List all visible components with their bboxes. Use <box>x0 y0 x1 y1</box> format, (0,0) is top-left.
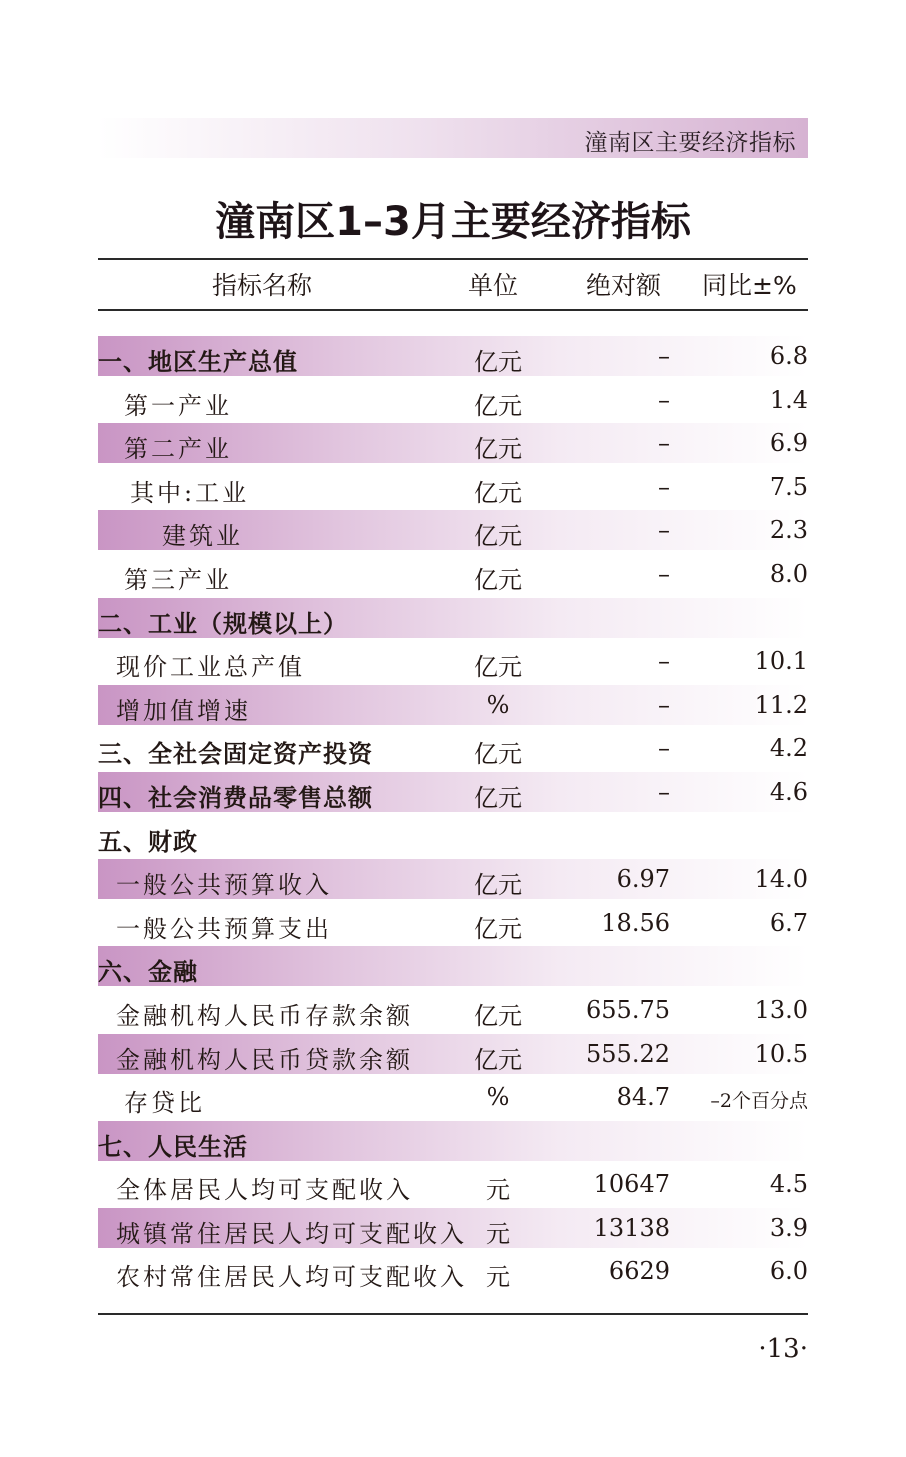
indicator-name: 全体居民人均可支配收入 <box>116 1176 413 1205</box>
indicator-absolute-value: – <box>658 647 670 676</box>
indicator-unit: 亿元 <box>474 871 522 900</box>
header-bottom-rule <box>98 309 808 311</box>
indicator-absolute-value: 84.7 <box>616 1083 670 1112</box>
indicator-name: 农村常住居民人均可支配收入 <box>116 1263 467 1292</box>
table-row <box>98 859 808 899</box>
indicator-unit: 元 <box>486 1176 510 1205</box>
indicator-unit: 亿元 <box>474 783 522 812</box>
indicator-name: 二、工业（规模以上） <box>98 609 348 638</box>
indicator-name: 四、社会消费品零售总额 <box>98 783 373 812</box>
indicator-yoy-change: 4.6 <box>769 777 808 806</box>
table-row <box>98 1121 808 1161</box>
table-row <box>98 554 808 598</box>
indicator-absolute-value: 6.97 <box>616 865 670 894</box>
indicator-unit: 亿元 <box>474 740 522 769</box>
indicator-yoy-change: 13.0 <box>754 995 808 1024</box>
running-header-band <box>98 118 808 158</box>
indicator-unit: 亿元 <box>474 1001 522 1030</box>
table-bottom-rule <box>98 1313 808 1315</box>
table-row <box>98 728 808 772</box>
table-row <box>98 467 808 511</box>
indicator-yoy-change: 6.8 <box>769 342 808 370</box>
indicator-unit: 亿元 <box>474 522 522 551</box>
table-row <box>98 990 808 1034</box>
column-header-abs: 绝对额 <box>586 271 662 300</box>
indicator-absolute-value: – <box>658 559 670 588</box>
table-row <box>98 685 808 725</box>
indicator-absolute-value: – <box>658 690 670 719</box>
indicator-yoy-change: 11.2 <box>754 690 808 719</box>
indicator-name: 一般公共预算支出 <box>116 914 332 943</box>
indicator-unit: 元 <box>486 1263 510 1292</box>
indicator-absolute-value: 6629 <box>608 1257 670 1286</box>
indicator-name: 七、人民生活 <box>98 1132 248 1161</box>
indicator-name: 存贷比 <box>124 1089 205 1118</box>
table-row <box>98 1077 808 1121</box>
indicator-unit: 亿元 <box>474 478 522 507</box>
column-header-yoy: 同比±% <box>702 271 797 300</box>
indicator-absolute-value: 13138 <box>593 1213 670 1242</box>
indicator-name: 六、金融 <box>98 958 198 987</box>
indicator-absolute-value: – <box>658 516 670 545</box>
indicator-yoy-change: 2.3 <box>769 516 808 545</box>
indicator-yoy-change: 10.1 <box>754 647 808 676</box>
indicator-name: 第二产业 <box>124 435 232 464</box>
indicator-absolute-value: 10647 <box>593 1170 670 1199</box>
page-number: ·13· <box>758 1334 808 1364</box>
indicator-absolute-value: 655.75 <box>586 995 670 1024</box>
indicator-absolute-value: 18.56 <box>601 908 670 937</box>
table-row <box>98 903 808 947</box>
indicator-name: 三、全社会固定资产投资 <box>98 740 373 769</box>
indicator-unit: % <box>486 1083 510 1112</box>
indicator-absolute-value: 555.22 <box>586 1039 670 1068</box>
table-top-rule <box>98 258 808 260</box>
indicator-name: 一般公共预算收入 <box>116 871 332 900</box>
indicator-unit: 亿元 <box>474 435 522 464</box>
table-row <box>98 816 808 860</box>
indicator-name: 五、财政 <box>98 827 198 856</box>
indicator-yoy-change: 4.2 <box>769 734 808 763</box>
indicator-name: 一、地区生产总值 <box>98 348 298 376</box>
indicator-name: 第三产业 <box>124 565 232 594</box>
table-row <box>98 380 808 424</box>
indicator-yoy-change: 6.0 <box>769 1257 808 1286</box>
indicator-table <box>98 336 808 1295</box>
indicator-yoy-change: 1.4 <box>769 385 808 414</box>
column-header-name: 指标名称 <box>212 271 313 300</box>
table-row <box>98 641 808 685</box>
indicator-name: 建筑业 <box>162 522 243 551</box>
indicator-unit: 元 <box>486 1219 510 1248</box>
table-row <box>98 1034 808 1074</box>
table-row <box>98 423 808 463</box>
indicator-unit: 亿元 <box>474 348 522 376</box>
indicator-yoy-change: –2个百分点 <box>710 1090 808 1113</box>
running-header-title: 潼南区主要经济指标 <box>584 130 796 156</box>
indicator-yoy-change: 14.0 <box>754 865 808 894</box>
table-row <box>98 1164 808 1208</box>
indicator-absolute-value: – <box>658 385 670 414</box>
indicator-yoy-change: 6.7 <box>769 908 808 937</box>
indicator-name: 增加值增速 <box>116 696 251 725</box>
indicator-name: 现价工业总产值 <box>116 653 305 682</box>
indicator-name: 其中:工业 <box>130 478 250 507</box>
column-header-unit: 单位 <box>468 271 519 300</box>
indicator-yoy-change: 10.5 <box>754 1039 808 1068</box>
table-row <box>98 336 808 376</box>
indicator-name: 第一产业 <box>124 391 232 420</box>
indicator-unit: 亿元 <box>474 391 522 420</box>
page-title: 潼南区1–3月主要经济指标 <box>215 199 691 245</box>
indicator-name: 金融机构人民币存款余额 <box>116 1001 413 1030</box>
indicator-unit: 亿元 <box>474 914 522 943</box>
indicator-yoy-change: 7.5 <box>769 472 808 501</box>
table-row <box>98 1251 808 1295</box>
table-row <box>98 946 808 986</box>
indicator-unit: % <box>486 690 510 719</box>
indicator-yoy-change: 6.9 <box>769 429 808 458</box>
indicator-name: 金融机构人民币贷款余额 <box>116 1045 413 1074</box>
table-row <box>98 598 808 638</box>
indicator-absolute-value: – <box>658 472 670 501</box>
indicator-absolute-value: – <box>658 429 670 458</box>
indicator-unit: 亿元 <box>474 653 522 682</box>
indicator-absolute-value: – <box>658 342 670 370</box>
indicator-absolute-value: – <box>658 777 670 806</box>
indicator-unit: 亿元 <box>474 1045 522 1074</box>
indicator-name: 城镇常住居民人均可支配收入 <box>116 1219 467 1248</box>
indicator-yoy-change: 3.9 <box>769 1213 808 1242</box>
table-row <box>98 772 808 812</box>
table-row <box>98 1208 808 1248</box>
indicator-absolute-value: – <box>658 734 670 763</box>
table-row <box>98 510 808 550</box>
indicator-yoy-change: 4.5 <box>769 1170 808 1199</box>
indicator-yoy-change: 8.0 <box>769 559 808 588</box>
indicator-unit: 亿元 <box>474 565 522 594</box>
